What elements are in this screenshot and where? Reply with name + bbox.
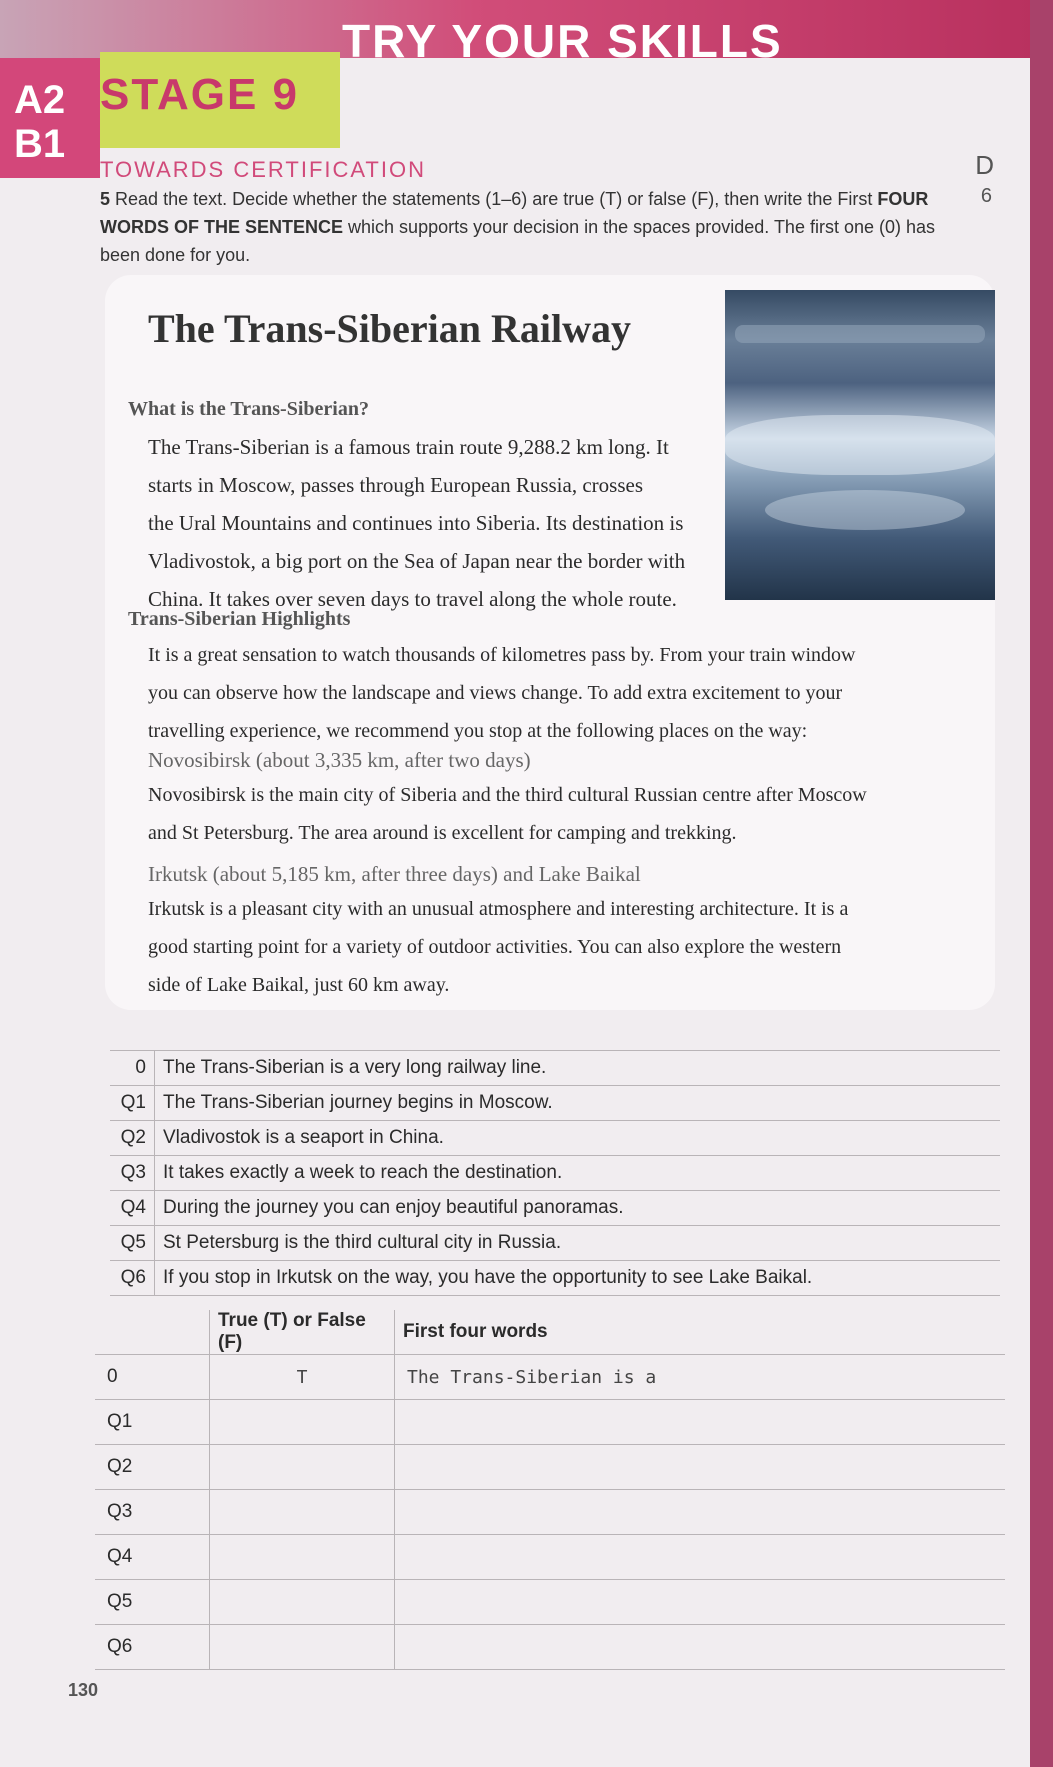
try-your-skills-heading: TRY YOUR SKILLS [342,15,783,67]
true-false-cell[interactable] [210,1625,395,1670]
level-b1: B1 [14,122,66,166]
instruction-emphasis: FOUR WORDS OF THE SENTENCE [100,189,929,237]
level-a2: A2 [14,78,66,122]
first-four-words-header: First four words [395,1310,1006,1355]
true-false-cell[interactable]: T [210,1355,395,1400]
place-irkutsk: Irkutsk (about 5,185 km, after three days) and Lake Baikal [148,862,641,886]
first-words-cell[interactable] [395,1400,1006,1445]
exercise-instruction [100,185,980,269]
answer-table [95,1310,1005,1670]
table-row [95,1490,1005,1535]
text-line: you can observe how the landscape and views change. To add extra excitement to your [148,682,843,704]
table-row [110,1261,1000,1296]
first-words-cell[interactable] [395,1445,1006,1490]
answer-number: Q1 [95,1400,210,1445]
exercise-number: 5 [100,189,111,209]
answer-number: Q3 [95,1490,210,1535]
table-row [95,1580,1005,1625]
table-row [95,1400,1005,1445]
text-line: Vladivostok, a big port on the Sea of Japan near the border with [148,549,686,573]
first-words-cell[interactable] [395,1490,1006,1535]
text-line: good starting point for a variety of outdoor activities. You can also explore the western [148,936,842,958]
photo-ice [725,415,995,475]
paragraph-3 [148,776,988,852]
text-line: and St Petersburg. The area around is excellent for camping and trekking. [148,822,737,844]
true-false-cell[interactable] [210,1490,395,1535]
statement-text: Vladivostok is a seaport in China. [155,1121,1001,1156]
answer-header-row [95,1310,1005,1355]
true-false-cell[interactable] [210,1445,395,1490]
answer-number: Q6 [95,1625,210,1670]
true-false-cell[interactable] [210,1580,395,1625]
text-line: It is a great sensation to watch thousands of kilometres pass by. From your train window [148,644,856,666]
first-words-cell[interactable] [395,1580,1006,1625]
statement-text: During the journey you can enjoy beautiful panoramas. [155,1191,1001,1226]
statement-number: Q1 [110,1086,155,1121]
statement-number: Q6 [110,1261,155,1296]
statement-text: The Trans-Siberian journey begins in Moscow. [155,1086,1001,1121]
text-line: Irkutsk is a pleasant city with an unusual atmosphere and interesting architecture. It is a [148,898,849,920]
answer-number: 0 [95,1355,210,1400]
statement-number: Q5 [110,1226,155,1261]
text-line: travelling experience, we recommend you stop at the following places on the way: [148,720,808,742]
table-row [110,1191,1000,1226]
margin-letter: D [975,150,994,180]
first-words-cell[interactable] [395,1535,1006,1580]
statement-number: Q3 [110,1156,155,1191]
statement-number: 0 [110,1051,155,1086]
page-number: 130 [68,1680,99,1700]
place-novosibirsk: Novosibirsk (about 3,335 km, after two days) [148,748,531,772]
true-false-cell[interactable] [210,1535,395,1580]
text-line: Novosibirsk is the main city of Siberia and the third cultural Russian centre after Moscow [148,784,867,806]
text-line: starts in Moscow, passes through European Russia, crosses [148,473,643,497]
statements-table [110,1050,1000,1296]
statement-text: If you stop in Irkutsk on the way, you have the opportunity to see Lake Baikal. [155,1261,1001,1296]
table-row [95,1535,1005,1580]
text-line: side of Lake Baikal, just 60 km away. [148,974,450,996]
instruction-text-1: Read the text. Decide whether the statements (1–6) are true (T) or false (F), then write the First [115,189,873,209]
paragraph-4 [148,890,988,1004]
answer-number: Q4 [95,1535,210,1580]
stage-title: STAGE 9 [100,70,300,119]
table-row [110,1156,1000,1191]
true-false-cell[interactable] [210,1400,395,1445]
answer-number: Q5 [95,1580,210,1625]
paragraph-1 [148,428,718,618]
question-heading: What is the Trans-Siberian? [128,398,369,420]
article-title: The Trans-Siberian Railway [148,306,632,351]
first-words-cell[interactable]: The Trans-Siberian is a [395,1355,1006,1400]
text-line: the Ural Mountains and continues into Siberia. Its destination is [148,511,684,535]
table-row [95,1355,1005,1400]
statement-number: Q2 [110,1121,155,1156]
statement-text: The Trans-Siberian is a very long railway line. [155,1051,1001,1086]
paragraph-2 [148,636,988,750]
table-row [110,1121,1000,1156]
table-row [110,1086,1000,1121]
lake-photo [725,290,995,600]
statement-number: Q4 [110,1191,155,1226]
table-row [110,1226,1000,1261]
highlights-heading: Trans-Siberian Highlights [128,608,351,630]
instruction-text-2: which supports your decision in the spaces provided. The first one (0) has been done for you. [100,217,936,265]
text-line: The Trans-Siberian is a famous train route 9,288.2 km long. It [148,435,669,459]
certification-label: TOWARDS CERTIFICATION [100,157,426,182]
margin-number: 6 [980,185,992,207]
table-row [110,1051,1000,1086]
photo-water [765,490,965,530]
number-header [95,1310,210,1355]
table-row [95,1445,1005,1490]
first-words-cell[interactable] [395,1625,1006,1670]
table-row [95,1625,1005,1670]
text-line: China. It takes over seven days to travel along the whole route. [148,587,677,611]
true-false-header: True (T) or False (F) [210,1310,395,1355]
statement-text: St Petersburg is the third cultural city in Russia. [155,1226,1001,1261]
answer-number: Q2 [95,1445,210,1490]
photo-bridge [735,325,985,343]
statement-text: It takes exactly a week to reach the destination. [155,1156,1001,1191]
